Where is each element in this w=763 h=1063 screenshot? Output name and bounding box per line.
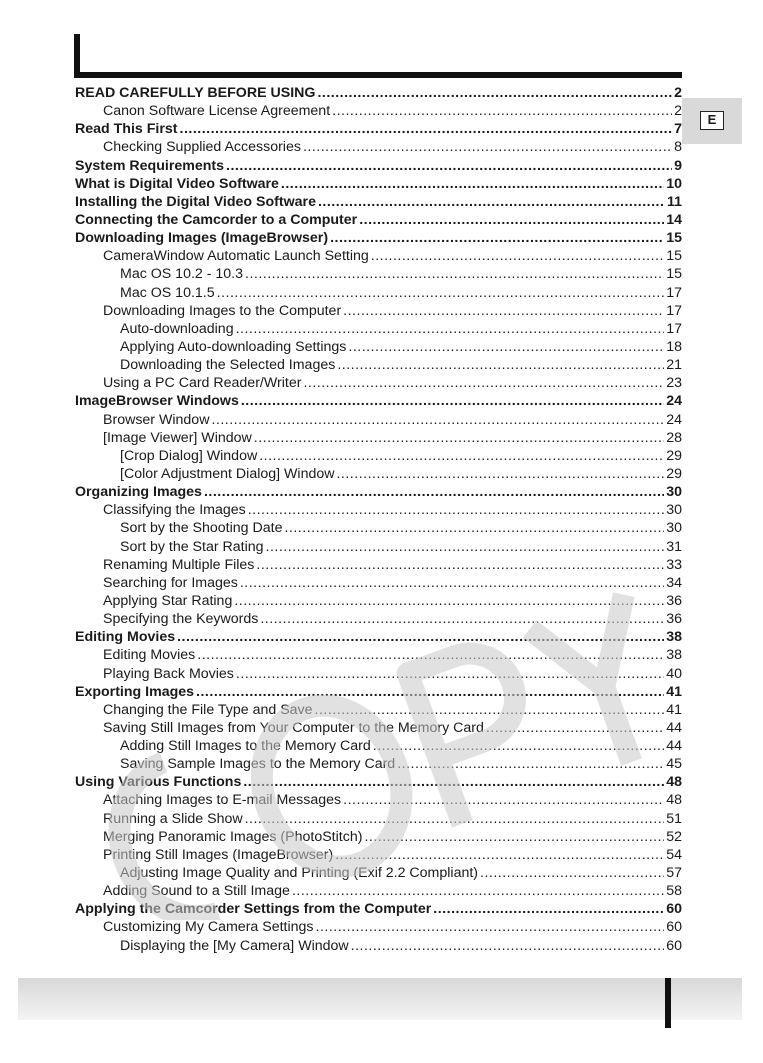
toc-entry [75,483,682,501]
toc-entry [75,447,682,465]
toc-entry-title: Renaming Multiple Files [103,556,255,573]
toc-entry-title: Downloading Images (ImageBrowser) [75,230,329,247]
dot-leader [196,683,664,701]
toc-entry [75,320,682,338]
toc-entry-page: 15 [666,266,682,283]
dot-leader [351,937,665,955]
dot-leader [373,737,664,755]
dot-leader [226,157,672,175]
dot-leader [204,483,664,501]
dot-leader [332,102,672,120]
dot-leader [337,356,664,374]
toc-entry-page: 51 [666,810,682,827]
toc-entry-page: 44 [666,719,682,736]
dot-leader [248,501,664,519]
toc-entry-title: Mac OS 10.2 - 10.3 [120,266,244,283]
toc-entry [75,810,682,828]
dot-leader [330,229,664,247]
toc-entry-page: 45 [666,756,682,773]
toc-entry [75,519,682,537]
toc-entry-page: 2 [674,85,682,101]
dot-leader [284,519,664,537]
toc-entry [75,102,682,120]
dot-leader [243,773,664,791]
toc-entry-title: [Image Viewer] Window [103,429,252,446]
toc-entry-page: 21 [666,357,682,374]
dot-leader [433,900,664,918]
toc-entry-title: ImageBrowser Windows [75,393,239,410]
toc-entry [75,501,682,519]
dot-leader [343,791,664,809]
dot-leader [317,84,672,102]
toc-entry-title: Specifying the Keywords [103,611,259,628]
toc-entry-title: Sort by the Shooting Date [120,520,283,537]
dot-leader [303,374,664,392]
toc-entry-title: Adding Still Images to the Memory Card [120,738,371,755]
dot-leader [211,411,664,429]
toc-entry-title: Using Various Functions [75,774,242,791]
toc-entry-title: Classifying the Images [103,502,246,519]
toc-entry [75,120,682,138]
toc-entry-page: 28 [666,429,682,446]
dot-leader [318,193,665,211]
toc-entry-page: 30 [666,502,682,519]
language-tab-label: E [700,111,724,130]
dot-leader [292,882,664,900]
toc-entry-page: 40 [666,665,682,682]
toc-entry-page: 60 [666,937,682,954]
dot-leader [343,302,664,320]
toc-entry [75,392,682,410]
toc-entry-page: 60 [666,919,682,936]
toc-entry-title: Running a Slide Show [103,810,243,827]
toc-entry [75,864,682,882]
toc-entry [75,646,682,664]
toc-entry [75,429,682,447]
toc-entry-title: Displaying the [My Camera] Window [120,937,349,954]
dot-leader [254,429,664,447]
toc-entry [75,229,682,247]
toc-entry [75,157,682,175]
toc-entry-title: Checking Supplied Accessories [103,139,301,156]
toc-entry [75,193,682,211]
dot-leader [256,556,664,574]
toc-entry-title: CameraWindow Automatic Launch Setting [103,248,369,265]
title-bar [74,34,682,78]
toc-entry [75,791,682,809]
toc-entry [75,628,682,646]
toc-entry-page: 15 [666,248,682,265]
toc-entry-page: 29 [666,465,682,482]
toc-entry-title: Auto-downloading [120,320,234,337]
toc-entry-title: Editing Movies [75,629,176,646]
toc-entry-page: 29 [666,447,682,464]
toc-entry [75,538,682,556]
toc-entry-page: 41 [666,683,682,700]
toc-entry [75,574,682,592]
toc-entry [75,846,682,864]
dot-leader [245,810,665,828]
toc-entry-page: 17 [666,320,682,337]
toc-entry-page: 36 [666,611,682,628]
dot-leader [486,719,664,737]
toc-entry [75,284,682,302]
toc-entry-title: Connecting the Camcorder to a Computer [75,211,358,228]
toc-entry-title: Applying Auto-downloading Settings [120,338,347,355]
toc-entry-page: 36 [666,592,682,609]
toc-entry [75,356,682,374]
toc-entry [75,755,682,773]
toc-entry-title: Browser Window [103,411,210,428]
dot-leader [480,864,664,882]
toc-entry-page: 54 [666,846,682,863]
toc-entry-page: 23 [666,375,682,392]
dot-leader [348,338,664,356]
dot-leader [260,610,664,628]
toc-entry [75,665,682,683]
toc-entry-page: 17 [666,284,682,301]
toc-entry-page: 31 [666,538,682,555]
toc-entry [75,918,682,936]
toc-entry-page: 30 [666,484,682,501]
toc-entry [75,175,682,193]
dot-leader [266,538,665,556]
toc-entry-title: Applying Star Rating [103,592,233,609]
toc-entry-title: Downloading Images to the Computer [103,302,342,319]
toc-entry-title: Using a PC Card Reader/Writer [103,375,302,392]
toc-entry-page: 52 [666,828,682,845]
toc-entry [75,211,682,229]
toc-entry-title: Editing Movies [103,647,196,664]
toc-entry-page: 9 [674,157,682,174]
dot-leader [371,247,664,265]
toc-entry-title: What is Digital Video Software [75,175,279,192]
toc-entry-title: Merging Panoramic Images (PhotoStitch) [103,828,363,845]
toc-entry-page: 8 [674,139,682,156]
dot-leader [335,846,664,864]
toc-entry-page: 10 [666,175,682,192]
toc-entry-page: 15 [666,230,682,247]
toc-entry-page: 24 [666,411,682,428]
toc-entry-page: 34 [666,574,682,591]
toc-entry-page: 24 [666,393,682,410]
dot-leader [236,320,665,338]
dot-leader [397,755,664,773]
toc-entry-title: Canon Software License Agreement [103,103,331,120]
toc-entry-title: [Crop Dialog] Window [120,447,258,464]
toc-entry-title: Sort by the Star Rating [120,538,264,555]
toc-entry-page: 38 [666,647,682,664]
toc-entry-page: 30 [666,520,682,537]
toc-entry [75,247,682,265]
toc-entry [75,374,682,392]
toc-entry [75,411,682,429]
toc-entry-title: Adding Sound to a Still Image [103,883,290,900]
toc-entry [75,737,682,755]
toc-entry [75,882,682,900]
toc-entry-page: 2 [674,103,682,120]
toc-entry [75,773,682,791]
toc-entry [75,338,682,356]
toc-entry-title: Printing Still Images (ImageBrowser) [103,846,334,863]
toc-entry-title: [Color Adjustment Dialog] Window [120,465,335,482]
dot-leader [217,284,665,302]
toc-entry [75,302,682,320]
toc-entry-title: Customizing My Camera Settings [103,919,314,936]
footer-bar [18,978,742,1020]
toc-entry-title: Attaching Images to E-mail Messages [103,792,342,809]
dot-leader [236,665,664,683]
toc-entry-page: 41 [666,701,682,718]
toc-entry [75,828,682,846]
toc-entry-page: 18 [666,338,682,355]
toc-entry [75,610,682,628]
toc-entry-page: 60 [666,901,682,918]
dot-leader [359,211,664,229]
toc-entry-title: Adjusting Image Quality and Printing (Exif 2.2 Compliant) [120,865,479,882]
toc-entry-page: 57 [666,865,682,882]
dot-leader [315,701,665,719]
toc-entry-title: Mac OS 10.1.5 [120,284,215,301]
toc-entry-title: Playing Back Movies [103,665,234,682]
dot-leader [259,447,664,465]
dot-leader [177,628,664,646]
toc-entry-title: System Requirements [75,157,225,174]
toc-entry-title: Installing the Digital Video Software [75,193,316,210]
toc-entry-title: Searching for Images [103,574,238,591]
dot-leader [180,120,673,138]
dot-leader [234,592,664,610]
dot-leader [245,265,664,283]
table-of-contents [75,84,682,955]
toc-entry-title: Downloading the Selected Images [120,357,336,374]
toc-entry [75,265,682,283]
toc-entry-title: Changing the File Type and Save [103,701,313,718]
toc-entry-page: 58 [666,883,682,900]
dot-leader [240,574,664,592]
toc-entry [75,592,682,610]
toc-entry-page: 7 [674,121,682,138]
dot-leader [197,646,664,664]
dot-leader [364,828,664,846]
toc-entry [75,683,682,701]
toc-entry-title: Read This First [75,121,178,138]
toc-entry [75,465,682,483]
dot-leader [241,392,664,410]
toc-entry [75,719,682,737]
toc-entry-page: 14 [666,211,682,228]
toc-entry-page: 48 [666,792,682,809]
toc-entry [75,84,682,102]
toc-entry-page: 11 [667,193,682,210]
toc-entry-page: 33 [666,556,682,573]
toc-entry [75,937,682,955]
toc-entry-page: 44 [666,738,682,755]
dot-leader [303,138,672,156]
toc-entry-page: 17 [666,302,682,319]
toc-entry-page: 48 [666,774,682,791]
toc-entry [75,138,682,156]
toc-entry-title: Saving Still Images from Your Computer to the Memory Card [103,719,484,736]
toc-entry [75,900,682,918]
toc-entry [75,701,682,719]
dot-leader [336,465,664,483]
toc-entry-title: Applying the Camcorder Settings from the Computer [75,901,432,918]
dot-leader [316,918,665,936]
page-marker [665,978,671,1028]
toc-entry-title: Exporting Images [75,683,195,700]
toc-entry-title: READ CAREFULLY BEFORE USING [75,85,316,101]
toc-entry-title: Saving Sample Images to the Memory Card [120,756,396,773]
toc-entry [75,556,682,574]
toc-entry-page: 38 [666,629,682,646]
toc-entry-title: Organizing Images [75,484,202,501]
dot-leader [281,175,664,193]
